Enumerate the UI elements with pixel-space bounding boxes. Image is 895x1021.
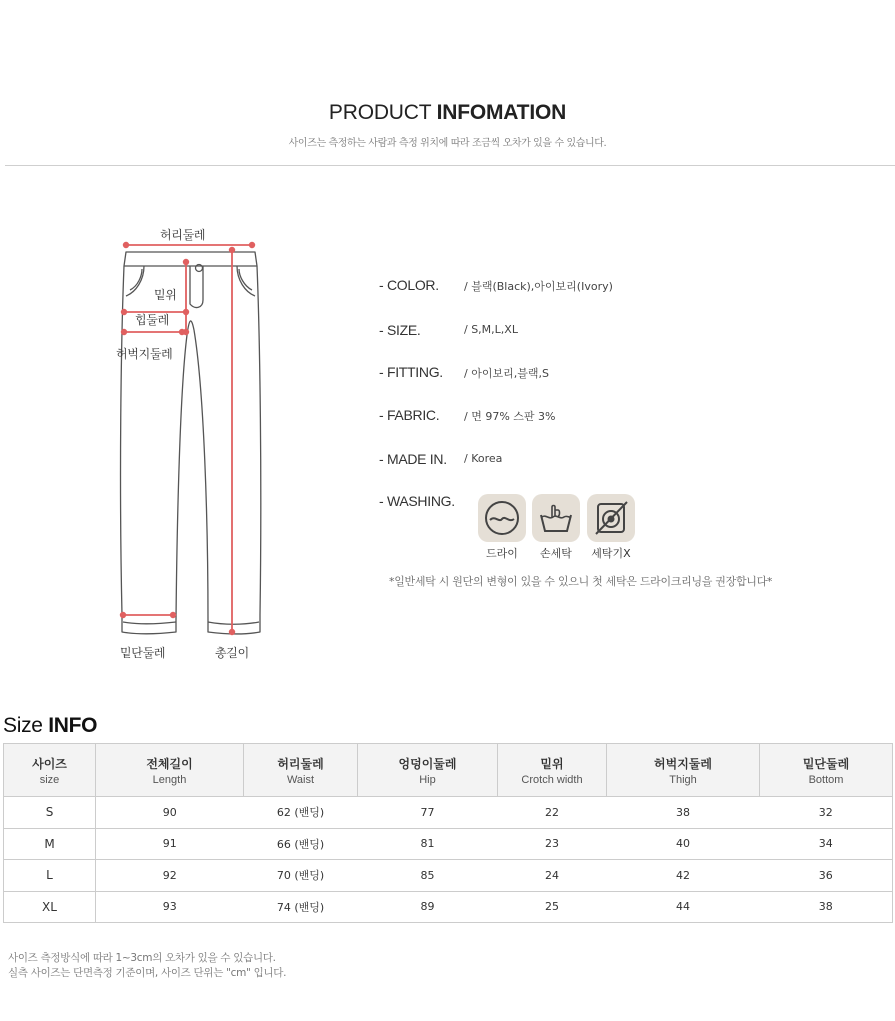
spec-key: - COLOR. — [379, 277, 439, 293]
wash-item-dry — [477, 494, 527, 561]
pants-outline-icon — [100, 220, 300, 670]
table-cell: 24 — [498, 860, 607, 892]
size-title-bold: INFO — [48, 714, 98, 737]
table-cell: 74 (밴딩) — [244, 891, 358, 923]
spec-key: - WASHING. — [379, 493, 455, 509]
table-cell: 77 — [358, 797, 498, 829]
washing-note: *일반세탁 시 원단의 변형이 있을 수 있으니 첫 세탁은 드라이크리닝을 권장합니다* — [389, 575, 773, 588]
label-length: 총길이 — [215, 646, 249, 660]
table-cell: S — [4, 797, 96, 829]
spec-value: / S,M,L,XL — [464, 323, 518, 336]
footnote-line: 실측 사이즈는 단면측정 기준이며, 사이즈 단위는 "cm" 입니다. — [8, 967, 287, 979]
wash-label: 드라이 — [486, 547, 518, 560]
label-rise: 밑위 — [154, 288, 177, 302]
table-cell: 91 — [96, 828, 244, 860]
wash-item-hand — [531, 494, 581, 561]
table-cell: 40 — [607, 828, 760, 860]
page-title — [0, 101, 895, 125]
size-footnote — [8, 951, 286, 981]
table-header-row — [4, 744, 893, 797]
table-cell: 90 — [96, 797, 244, 829]
table-cell: 44 — [607, 891, 760, 923]
washing-icons — [477, 494, 647, 564]
column-header: 허벅지둘레 Thigh — [607, 744, 760, 797]
label-waist: 허리둘레 — [160, 228, 206, 242]
table-row — [4, 828, 893, 860]
label-thigh: 허벅지둘레 — [116, 347, 173, 361]
spec-value: / 블랙(Black),아이보리(Ivory) — [464, 280, 613, 293]
column-header: 밑단둘레 Bottom — [760, 744, 893, 797]
table-cell: 32 — [760, 797, 893, 829]
table-cell: 34 — [760, 828, 893, 860]
column-header: 사이즈 size — [4, 744, 96, 797]
wash-label: 손세탁 — [540, 547, 572, 560]
hand-wash-icon — [532, 494, 580, 542]
table-cell: XL — [4, 891, 96, 923]
table-cell: 25 — [498, 891, 607, 923]
size-title-light: Size — [3, 714, 43, 737]
table-cell: 38 — [760, 891, 893, 923]
table-cell: M — [4, 828, 96, 860]
spec-value: / 면 97% 스판 3% — [464, 410, 556, 423]
spec-value: / Korea — [464, 452, 503, 465]
label-hem: 밑단둘레 — [120, 646, 166, 660]
product-info-header — [0, 101, 895, 149]
table-row — [4, 860, 893, 892]
table-cell: 81 — [358, 828, 498, 860]
column-header: 전체길이 Length — [96, 744, 244, 797]
table-cell: 66 (밴딩) — [244, 828, 358, 860]
title-bold: INFOMATION — [436, 101, 567, 124]
pants-diagram — [100, 220, 300, 670]
spec-value: / 아이보리,블랙,S — [464, 367, 549, 380]
table-cell: 23 — [498, 828, 607, 860]
table-cell: 22 — [498, 797, 607, 829]
table-cell: L — [4, 860, 96, 892]
column-header: 엉덩이둘레 Hip — [358, 744, 498, 797]
page-subtitle: 사이즈는 측정하는 사람과 측정 위치에 따라 조금씩 오차가 있을 수 있습니다. — [288, 138, 607, 149]
table-row — [4, 891, 893, 923]
size-table — [3, 743, 893, 923]
column-header: 허리둘레 Waist — [244, 744, 358, 797]
wash-item-no-machine — [586, 494, 636, 561]
table-cell: 70 (밴딩) — [244, 860, 358, 892]
table-cell: 38 — [607, 797, 760, 829]
wash-label: 세탁기X — [591, 547, 631, 560]
title-light: PRODUCT — [328, 101, 431, 124]
size-info-title — [3, 714, 97, 738]
spec-key: - MADE IN. — [379, 451, 447, 467]
header-divider — [5, 165, 895, 166]
table-cell: 36 — [760, 860, 893, 892]
table-cell: 93 — [96, 891, 244, 923]
table-cell: 62 (밴딩) — [244, 797, 358, 829]
spec-key: - SIZE. — [379, 322, 421, 338]
spec-key: - FABRIC. — [379, 407, 440, 423]
label-hip: 힙둘레 — [135, 313, 169, 327]
table-cell: 42 — [607, 860, 760, 892]
table-cell: 89 — [358, 891, 498, 923]
spec-key: - FITTING. — [379, 364, 443, 380]
no-machine-wash-icon — [587, 494, 635, 542]
footnote-line: 사이즈 측정방식에 따라 1~3cm의 오차가 있을 수 있습니다. — [8, 952, 276, 964]
table-row — [4, 797, 893, 829]
table-cell: 92 — [96, 860, 244, 892]
column-header: 밑위 Crotch width — [498, 744, 607, 797]
table-cell: 85 — [358, 860, 498, 892]
dry-clean-icon — [478, 494, 526, 542]
